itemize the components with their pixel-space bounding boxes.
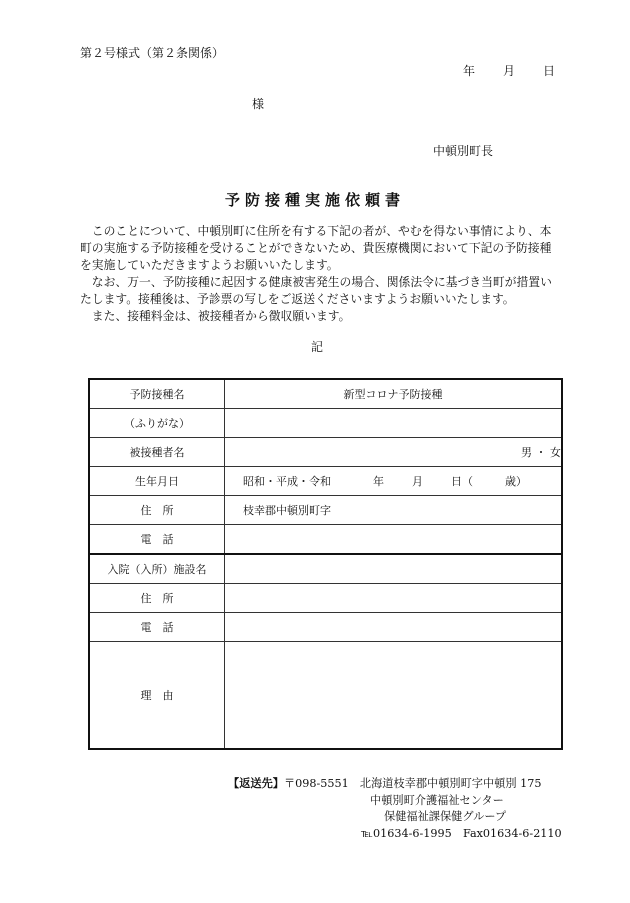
footer-line-1 <box>228 775 562 793</box>
facility-address-label: 住 所 <box>89 584 225 613</box>
dob-month: 月 <box>412 475 423 488</box>
document-title: 予防接種実施依頼書 <box>224 191 405 209</box>
table-row-reason <box>89 642 562 750</box>
table-row-furigana <box>89 409 562 438</box>
body-paragraph-1: このことについて、中頓別町に住所を有する下記の者が、やむを得ない事情により、本町の実施する予防接種を受けることができないため、貴医療機関において下記の予防接種を実施していただきますようお願いいたします。 <box>80 224 552 272</box>
dob-field[interactable] <box>225 467 563 496</box>
table-row-name <box>89 438 562 467</box>
furigana-label: （ふりがな） <box>89 409 225 438</box>
postal-address: 〒098-5551 北海道枝幸郡中頓別町字中頓別 175 <box>283 777 542 790</box>
table-row-vaccine <box>89 379 562 409</box>
return-label: 【返送先】 <box>228 776 284 790</box>
facility-phone-label: 電 話 <box>89 613 225 642</box>
ki-marker: 記 <box>311 340 324 354</box>
table-row-dob <box>89 467 562 496</box>
dob-eras: 昭和・平成・令和 <box>243 475 331 488</box>
sex-options[interactable]: 男 ・ 女 <box>521 446 561 459</box>
body-paragraph-3: また、接種料金は、被接種者から徴収願います。 <box>91 309 351 323</box>
table-row-facility <box>89 554 562 584</box>
reason-label: 理 由 <box>89 642 225 750</box>
issuer: 中頓別町長 <box>433 144 494 158</box>
vaccine-label: 予防接種名 <box>89 379 225 409</box>
dob-year: 年 <box>373 475 384 488</box>
form-number: 第２号様式（第２条関係） <box>80 46 225 60</box>
date-month: 月 <box>503 64 516 78</box>
dob-age: 歳） <box>505 475 527 488</box>
phone-field[interactable] <box>225 525 563 555</box>
footer-contact: ℡01634-6-1995 Fax01634-6-2110 <box>361 826 562 840</box>
reason-field[interactable] <box>225 642 563 750</box>
phone-label: 電 話 <box>89 525 225 555</box>
request-table <box>88 378 563 750</box>
facility-field[interactable] <box>225 554 563 584</box>
furigana-field[interactable] <box>225 409 563 438</box>
footer-center: 中頓別町介護福祉センター <box>370 793 504 807</box>
date-day: 日 <box>543 64 556 78</box>
footer-group: 保健福祉課保健グループ <box>384 810 507 823</box>
dob-day: 日（ <box>451 475 473 488</box>
dob-label: 生年月日 <box>89 467 225 496</box>
date-line <box>463 62 555 79</box>
body-paragraph-2: なお、万一、予防接種に起因する健康被害発生の場合、関係法令に基づき当町が措置いたします。接種後は、予診票の写しをご返送くださいますようお願いいたします。 <box>80 275 552 306</box>
body-text <box>80 223 555 325</box>
address-label: 住 所 <box>89 496 225 525</box>
facility-address-field[interactable] <box>225 584 563 613</box>
table-row-facility-address <box>89 584 562 613</box>
facility-phone-field[interactable] <box>225 613 563 642</box>
table-row-facility-phone <box>89 613 562 642</box>
address-field[interactable]: 枝幸郡中頓別町字 <box>225 496 563 525</box>
table-row-phone <box>89 525 562 555</box>
table-row-address <box>89 496 562 525</box>
footer-return-address <box>228 775 562 842</box>
name-field[interactable] <box>225 438 563 467</box>
recipient-suffix: 様 <box>252 97 265 111</box>
vaccine-value: 新型コロナ予防接種 <box>225 379 563 409</box>
facility-label: 入院（入所）施設名 <box>89 554 225 584</box>
date-year: 年 <box>463 64 476 78</box>
name-label: 被接種者名 <box>89 438 225 467</box>
